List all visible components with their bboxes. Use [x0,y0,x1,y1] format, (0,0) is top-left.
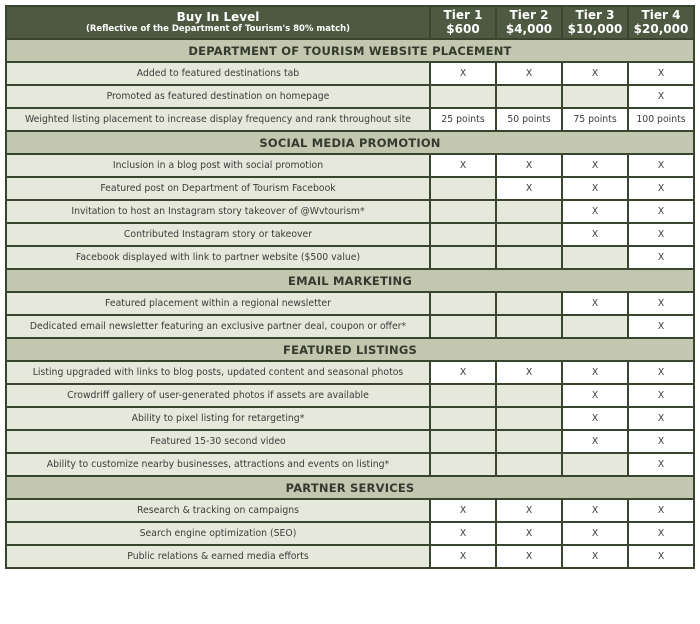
section-title: PARTNER SERVICES [6,476,694,499]
tier-4-cell: X [628,545,694,568]
benefit-label: Featured placement within a regional newsletter [6,292,430,315]
tier-comparison-sheet [5,5,694,569]
buy-in-level-header [6,6,430,39]
section-title: FEATURED LISTINGS [6,338,694,361]
benefit-label: Weighted listing placement to increase display frequency and rank throughout site [6,108,430,131]
table-row [6,384,694,407]
tier-2-cell [496,407,562,430]
benefit-label: Contributed Instagram story or takeover [6,223,430,246]
tier-1-cell [430,246,496,269]
table-row [6,453,694,476]
tier-price: $4,000 [505,22,553,36]
benefit-label: Added to featured destinations tab [6,62,430,85]
benefit-label: Invitation to host an Instagram story takeover of @Wvtourism* [6,200,430,223]
tier-2-cell [496,223,562,246]
table-row [6,223,694,246]
tier-2-cell: 50 points [496,108,562,131]
tier-3-cell: X [562,223,628,246]
tier-1-cell: X [430,499,496,522]
tier-3-cell: X [562,361,628,384]
tier-4-cell: X [628,430,694,453]
table-row [6,85,694,108]
tier-3-cell: 75 points [562,108,628,131]
tier-2-cell [496,85,562,108]
table-row [6,407,694,430]
tier-4-cell: X [628,223,694,246]
tier-name: Tier 1 [443,8,483,22]
tier-1-cell [430,200,496,223]
section-header-row [6,338,694,361]
tier-4-cell: X [628,522,694,545]
table-row [6,108,694,131]
tier-1-cell: X [430,522,496,545]
table-row [6,545,694,568]
tier-1-header [430,6,496,39]
tier-1-cell [430,177,496,200]
benefit-label: Inclusion in a blog post with social promotion [6,154,430,177]
tier-2-cell [496,384,562,407]
tier-4-cell: X [628,292,694,315]
tier-2-cell [496,292,562,315]
table-row [6,522,694,545]
buy-in-level-title: Buy In Level [176,9,260,24]
section-header-row [6,476,694,499]
table-row [6,246,694,269]
benefit-label: Dedicated email newsletter featuring an exclusive partner deal, coupon or offer* [6,315,430,338]
tier-2-cell: X [496,154,562,177]
benefit-label: Featured 15-30 second video [6,430,430,453]
table-body [6,39,694,568]
tier-3-cell: X [562,430,628,453]
tier-3-cell: X [562,545,628,568]
tier-1-cell: X [430,545,496,568]
tier-2-cell: X [496,177,562,200]
tier-4-cell: X [628,361,694,384]
tier-3-cell [562,85,628,108]
tier-1-cell [430,407,496,430]
benefit-label: Ability to pixel listing for retargeting* [6,407,430,430]
tier-4-cell: X [628,315,694,338]
section-title: DEPARTMENT OF TOURISM WEBSITE PLACEMENT [6,39,694,62]
tier-4-cell: X [628,85,694,108]
tier-4-cell: X [628,62,694,85]
section-header-row [6,131,694,154]
table-row [6,292,694,315]
tier-2-cell: X [496,499,562,522]
tier-1-cell [430,85,496,108]
tier-price: $20,000 [633,22,689,36]
benefit-label: Facebook displayed with link to partner website ($500 value) [6,246,430,269]
tier-3-cell [562,246,628,269]
tier-4-cell: X [628,200,694,223]
table-row [6,361,694,384]
section-header-row [6,269,694,292]
tier-1-cell [430,384,496,407]
tier-3-cell: X [562,62,628,85]
table-row [6,62,694,85]
tier-2-cell: X [496,522,562,545]
section-title: SOCIAL MEDIA PROMOTION [6,131,694,154]
tier-3-cell: X [562,407,628,430]
tier-2-cell [496,246,562,269]
tier-2-cell: X [496,361,562,384]
tier-2-cell: X [496,62,562,85]
tier-2-cell [496,315,562,338]
benefit-label: Listing upgraded with links to blog posts, updated content and seasonal photos [6,361,430,384]
tier-2-cell [496,453,562,476]
tier-price: $600 [446,22,480,36]
tier-3-cell [562,453,628,476]
tier-2-cell [496,430,562,453]
tier-3-cell: X [562,200,628,223]
tier-1-cell [430,430,496,453]
tier-4-header [628,6,694,39]
tier-4-cell: X [628,453,694,476]
tier-1-cell [430,453,496,476]
tier-comparison-table [5,5,695,569]
section-title: EMAIL MARKETING [6,269,694,292]
tier-name: Tier 2 [509,8,549,22]
tier-4-cell: X [628,246,694,269]
table-row [6,430,694,453]
benefit-label: Promoted as featured destination on homepage [6,85,430,108]
tier-price: $10,000 [567,22,623,36]
tier-1-cell: 25 points [430,108,496,131]
tier-4-cell: X [628,407,694,430]
tier-4-cell: 100 points [628,108,694,131]
tier-3-cell [562,315,628,338]
benefit-label: Search engine optimization (SEO) [6,522,430,545]
tier-4-cell: X [628,384,694,407]
benefit-label: Ability to customize nearby businesses, attractions and events on listing* [6,453,430,476]
tier-1-cell [430,223,496,246]
tier-1-cell [430,292,496,315]
tier-3-cell: X [562,522,628,545]
tier-4-cell: X [628,499,694,522]
buy-in-level-subtitle: (Reflective of the Department of Tourism's 80% match) [85,23,351,34]
tier-4-cell: X [628,177,694,200]
tier-1-cell: X [430,361,496,384]
table-row [6,499,694,522]
table-row [6,315,694,338]
table-row [6,177,694,200]
benefit-label: Featured post on Department of Tourism Facebook [6,177,430,200]
table-row [6,200,694,223]
tier-3-cell: X [562,177,628,200]
tier-name: Tier 3 [575,8,615,22]
tier-3-cell: X [562,292,628,315]
table-row [6,154,694,177]
tier-1-cell [430,315,496,338]
tier-1-cell: X [430,62,496,85]
tier-2-cell [496,200,562,223]
benefit-label: Crowdriff gallery of user-generated photos if assets are available [6,384,430,407]
header-row [6,6,694,39]
tier-3-cell: X [562,154,628,177]
tier-2-cell: X [496,545,562,568]
benefit-label: Research & tracking on campaigns [6,499,430,522]
section-header-row [6,39,694,62]
tier-3-header [562,6,628,39]
tier-4-cell: X [628,154,694,177]
tier-3-cell: X [562,384,628,407]
tier-name: Tier 4 [641,8,681,22]
benefit-label: Public relations & earned media efforts [6,545,430,568]
tier-1-cell: X [430,154,496,177]
tier-3-cell: X [562,499,628,522]
tier-2-header [496,6,562,39]
